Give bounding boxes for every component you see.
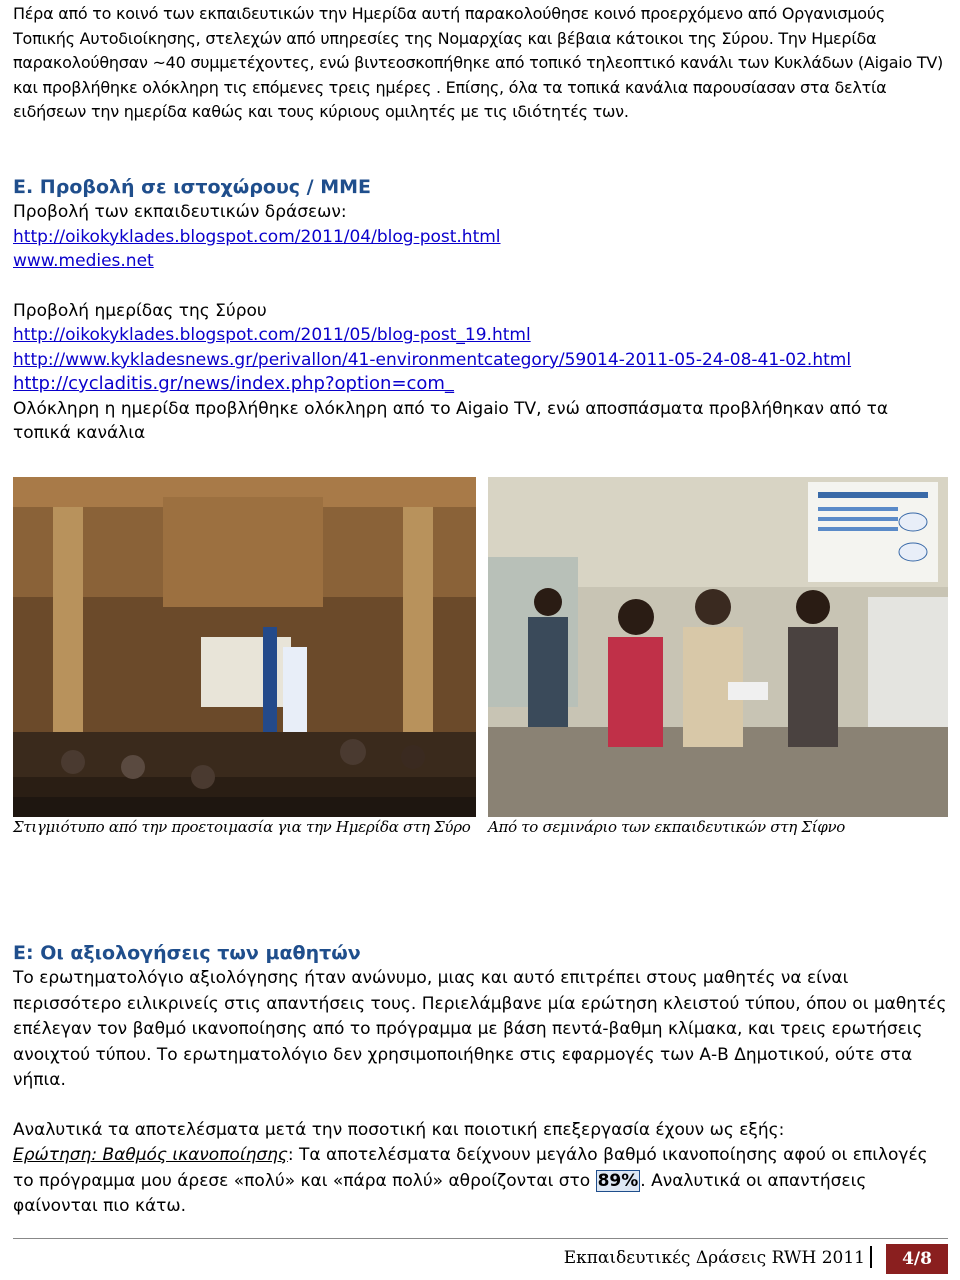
link-cycladitis[interactable]: http://cycladitis.gr/news/index.php?option=com_ xyxy=(13,373,454,394)
evaluation-paragraph-1: Το ερωτηματολόγιο αξιολόγησης ήταν ανώνυμο, μιας και αυτό επιτρέπει στους μαθητές να είναι περισσότερο ειλικρινείς στις απαντήσεις τους. Περιελάμβανε μία ερώτηση κλειστού τύπου, όπου οι μαθητές επέλεγαν τον βαθμό ικανοποίησης από το πρόγραμμα με βάση πεντά-βαθμη κλίμακα, και τρεις ερωτήσεις ανοιχτού τύπου. Το ερωτηματολόγιο δεν χρησιμοποιήθηκε στις εφαρμογές των Α-Β Δημοτικού, ούτε στα νήπια. xyxy=(13,968,947,1090)
link-medies[interactable]: www.medies.net xyxy=(13,251,154,271)
section-web-media xyxy=(13,174,948,446)
question-label: Ερώτηση: Βαθμός ικανοποίησης xyxy=(13,1145,288,1165)
evaluation-result xyxy=(13,1143,948,1220)
link-oikokyklades-april[interactable]: http://oikokyklades.blogspot.com/2011/04/blog-post.html xyxy=(13,226,501,247)
result-percentage: 89% xyxy=(597,1170,639,1191)
footer-rule xyxy=(13,1238,948,1239)
left-photo-caption: Στιγμιότυπο από την προετοιμασία για την Ημερίδα στη Σύρο xyxy=(13,818,471,836)
section-e-closing: Ολόκληρη η ημερίδα προβλήθηκε ολόκληρη από το Aigaio TV, ενώ αποσπάσματα προβλήθηκαν από τα τοπικά κανάλια xyxy=(13,398,889,443)
link-oikokyklades-may[interactable]: http://oikokyklades.blogspot.com/2011/05/blog-post_19.html xyxy=(13,325,531,345)
page-number: 4/8 xyxy=(886,1244,948,1274)
actions-label: Προβολή των εκπαιδευτικών δράσεων: xyxy=(13,202,347,222)
page-footer xyxy=(0,1238,960,1278)
section-evaluations xyxy=(13,940,948,1220)
section-e-heading: Ε. Προβολή σε ιστοχώρους / ΜΜΕ xyxy=(13,176,372,198)
link-kykladesnews[interactable]: http://www.kykladesnews.gr/perivallon/41-environmentcategory/59014-2011-05-24-08-41-02.html xyxy=(13,349,852,370)
result-text-before: : Τα αποτελέσματα δείχνουν μεγάλο βαθμό ικανοποίησης αφού οι επιλογές το πρόγραμμα μου άρεσε «πολύ» και «πάρα πολύ» αθροίζονται στο xyxy=(13,1145,928,1191)
intro-paragraph: Πέρα από το κοινό των εκπαιδευτικών την Ημερίδα αυτή παρακολούθησε κοινό προερχόμενο από Οργανισμούς Τοπικής Αυτοδιοίκησης, στελεχών από υπηρεσίες της Νομαρχίας και βέβαια κάτοικοι της Σύρου. Την Ημερίδα παρακολούθησαν ~40 συμμετέχοντες, ενώ βιντεοσκοπήθηκε από τοπικό τηλεοπτικό κανάλι των Κυκλάδων (Aigaio TV) και προβλήθηκε ολόκληρη τις επόμενες τρεις ημέρες . Επίσης, όλα τα τοπικά κανάλια παρουσίασαν στα δελτία ειδήσεων την ημερίδα καθώς και τους κύριους ομιλητές με τις ιδιότητές των. xyxy=(13,4,944,121)
right-photo-caption: Από το σεμινάριο των εκπαιδευτικών στη Σίφνο xyxy=(488,818,845,836)
evaluation-paragraph-2: Αναλυτικά τα αποτελέσματα μετά την ποσοτική και ποιοτική επεξεργασία έχουν ως εξής: xyxy=(13,1119,785,1140)
evaluation-heading: Ε: Οι αξιολογήσεις των μαθητών xyxy=(13,942,361,964)
day-label: Προβολή ημερίδας της Σύρου xyxy=(13,300,267,321)
photo-sifnos-seminar xyxy=(488,477,948,817)
footer-divider xyxy=(870,1246,872,1268)
footer-title: Εκπαιδευτικές Δράσεις RWH 2011 xyxy=(563,1248,865,1268)
photo-syros-hall xyxy=(13,477,476,817)
result-text-after: . Αναλυτικά οι απαντήσεις φαίνονται πιο κάτω. xyxy=(13,1170,867,1216)
